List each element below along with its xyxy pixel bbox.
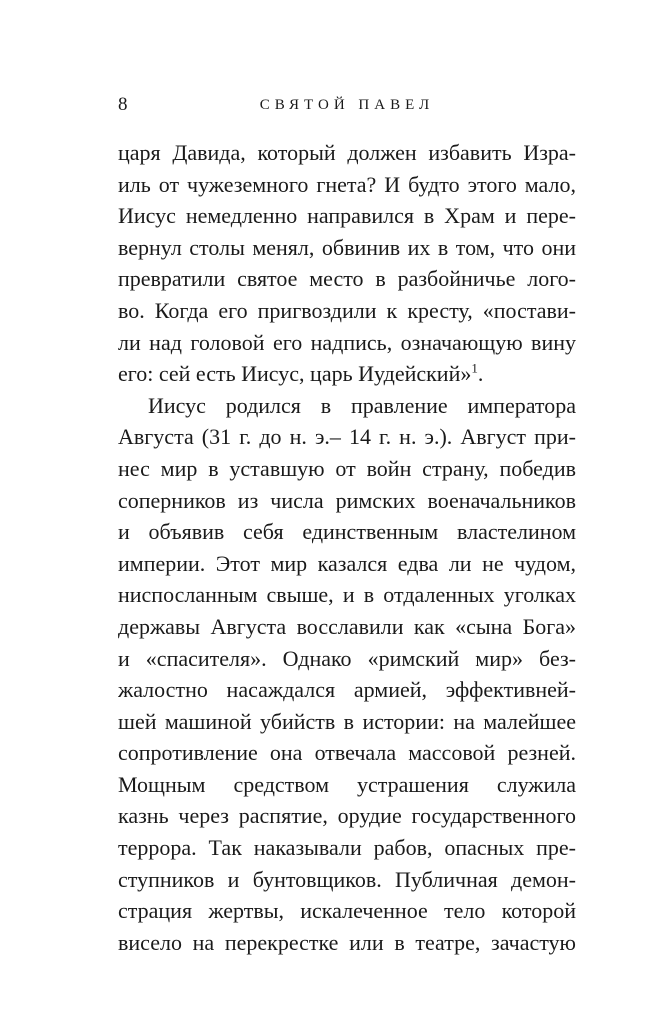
text-line: державы Августа восславили как «сына Бога» [118, 613, 576, 639]
text-line: соперников из числа римских военачальников [118, 487, 576, 513]
text-line: ли над головой его надпись, означающую вину [118, 329, 576, 355]
text-line: Иисус немедленно направился в Храм и пере- [118, 203, 576, 229]
page-number: 8 [118, 94, 128, 115]
text-line: и объявив себя единственным властелином [118, 519, 576, 545]
sentence-end: . [477, 361, 484, 387]
text-line: Августа (31 г. до н. э.– 14 г. н. э.). Август при- [118, 424, 576, 450]
text-line: страция жертвы, искалеченное тело которой [118, 898, 576, 924]
text-line: шей машиной убийств в истории: на малейшее [118, 708, 576, 734]
text-line: превратили святое место в разбойничье лого- [118, 266, 576, 292]
text-line: террора. Так наказывали рабов, опасных пре- [118, 835, 576, 861]
text-line: Мощным средством устрашения служила [118, 771, 576, 797]
text-line: и «спасителя». Однако «римский мир» без- [118, 645, 576, 671]
text-line: нес мир в уставшую от войн страну, победив [118, 455, 576, 481]
body-text [118, 137, 576, 958]
text-line: вернул столы менял, обвинив их в том, что они [118, 234, 576, 260]
text-line-content: его: сей есть Иисус, царь Иудейский» [118, 361, 472, 387]
text-line: сопротивление она отвечала массовой резней. [118, 740, 576, 766]
footnote-reference[interactable]: 1 [471, 360, 478, 376]
text-line: казнь через распятие, орудие государственного [118, 803, 576, 829]
paragraph-start-line: Иисус родился в правление императора [148, 392, 576, 418]
text-line: иль от чужеземного гнета? И будто этого мало, [118, 171, 576, 197]
running-title: СВЯТОЙ ПАВЕЛ [259, 97, 435, 113]
text-line: ниспосланным свыше, и в отдаленных уголках [118, 582, 576, 608]
text-line: империи. Этот мир казался едва ли не чудом, [118, 550, 576, 576]
text-line: жалостно насаждался армией, эффективней- [118, 677, 576, 703]
text-line: висело на перекрестке или в театре, зачастую [118, 929, 576, 955]
running-head [118, 92, 576, 118]
paragraph-end-line [118, 358, 576, 390]
text-line: во. Когда его пригвоздили к кресту, «постави- [118, 297, 576, 323]
text-line: царя Давида, который должен избавить Изра- [118, 140, 576, 165]
text-line: ступников и бунтовщиков. Публичная демон- [118, 866, 576, 892]
